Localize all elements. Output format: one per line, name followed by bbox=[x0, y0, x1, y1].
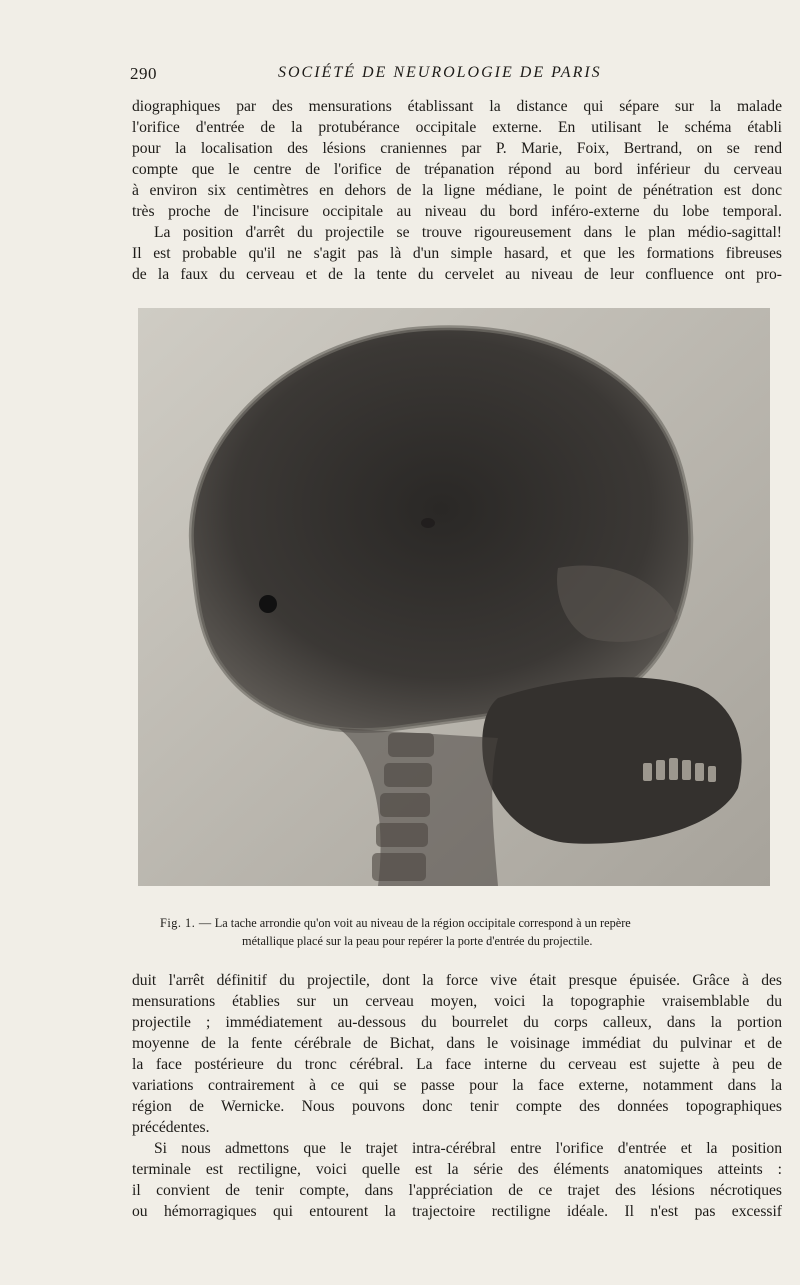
projectile-shadow bbox=[421, 518, 435, 528]
metallic-marker bbox=[259, 595, 277, 613]
text-line: Il est probable qu'il ne s'agit pas là d'un simple hasard, et que les formations fibreuses bbox=[132, 245, 782, 262]
skull-radiograph-figure bbox=[138, 308, 770, 886]
text-line: La position d'arrêt du projectile se trouve rigoureusement dans le plan médio-sagittal! bbox=[154, 224, 782, 241]
text-line: très proche de l'incisure occipitale au niveau du bord inféro-externe du lobe temporal. bbox=[132, 203, 782, 220]
text-line: il convient de tenir compte, dans l'appréciation de ce trajet des lésions nécrotiques bbox=[132, 1182, 782, 1199]
page-header bbox=[118, 64, 638, 88]
figure-caption bbox=[160, 914, 780, 950]
text-line: ou hémorragiques qui entourent la trajectoire rectiligne idéale. Il n'est pas excessif bbox=[132, 1203, 782, 1220]
text-line: pour la localisation des lésions craniennes par P. Marie, Foix, Bertrand, on se rend bbox=[132, 140, 782, 157]
text-line: diographiques par des mensurations établissant la distance qui sépare sur la malade bbox=[132, 98, 782, 115]
face-region bbox=[482, 677, 741, 844]
text-line: duit l'arrêt définitif du projectile, dont la force vive était presque épuisée. Grâce à des bbox=[132, 972, 782, 989]
text-line: terminale est rectiligne, voici quelle est la série des éléments anatomiques atteints : bbox=[132, 1161, 782, 1178]
paragraph-top bbox=[132, 96, 782, 285]
text-line: de la faux du cerveau et de la tente du cervelet au niveau de leur confluence ont pro- bbox=[132, 266, 782, 283]
text-line: la face postérieure du tronc cérébral. La face interne du cerveau est sujette à peu de bbox=[132, 1056, 782, 1073]
text-line: compte que le centre de l'orifice de trépanation répond au bord inférieur du cerveau bbox=[132, 161, 782, 178]
text-line: moyenne de la fente cérébrale de Bichat, dans le voisinage immédiat du pulvinar et de bbox=[132, 1035, 782, 1052]
text-line: mensurations établies sur un cerveau moyen, voici la topographie vraisemblable du bbox=[132, 993, 782, 1010]
running-title: SOCIÉTÉ DE NEUROLOGIE DE PARIS bbox=[278, 64, 602, 81]
figure-label: Fig. 1. — bbox=[160, 916, 212, 930]
caption-line-2: métallique placé sur la peau pour repérer la porte d'entrée du projectile. bbox=[242, 934, 593, 948]
skull-xray-image bbox=[138, 308, 770, 886]
text-line: région de Wernicke. Nous pouvons donc tenir compte des données topographiques bbox=[132, 1098, 782, 1115]
text-line: Si nous admettons que le trajet intra-cérébral entre l'orifice d'entrée et la position bbox=[154, 1140, 782, 1157]
text-line: précédentes. bbox=[132, 1119, 210, 1136]
paragraph-bottom bbox=[132, 970, 782, 1222]
text-line: l'orifice d'entrée de la protubérance occipitale externe. En utilisant le schéma établi bbox=[132, 119, 782, 136]
caption-line-1 bbox=[160, 914, 780, 932]
caption-text-1: La tache arrondie qu'on voit au niveau de la région occipitale correspond à un repère bbox=[214, 916, 631, 930]
page-number: 290 bbox=[130, 64, 157, 83]
text-line: variations contrairement à ce qui se passe pour la face externe, notamment dans la bbox=[132, 1077, 782, 1094]
text-line: projectile ; immédiatement au-dessous du bourrelet du corps calleux, dans la portion bbox=[132, 1014, 782, 1031]
text-line: à environ six centimètres en dehors de la ligne médiane, le point de pénétration est donc bbox=[132, 182, 782, 199]
